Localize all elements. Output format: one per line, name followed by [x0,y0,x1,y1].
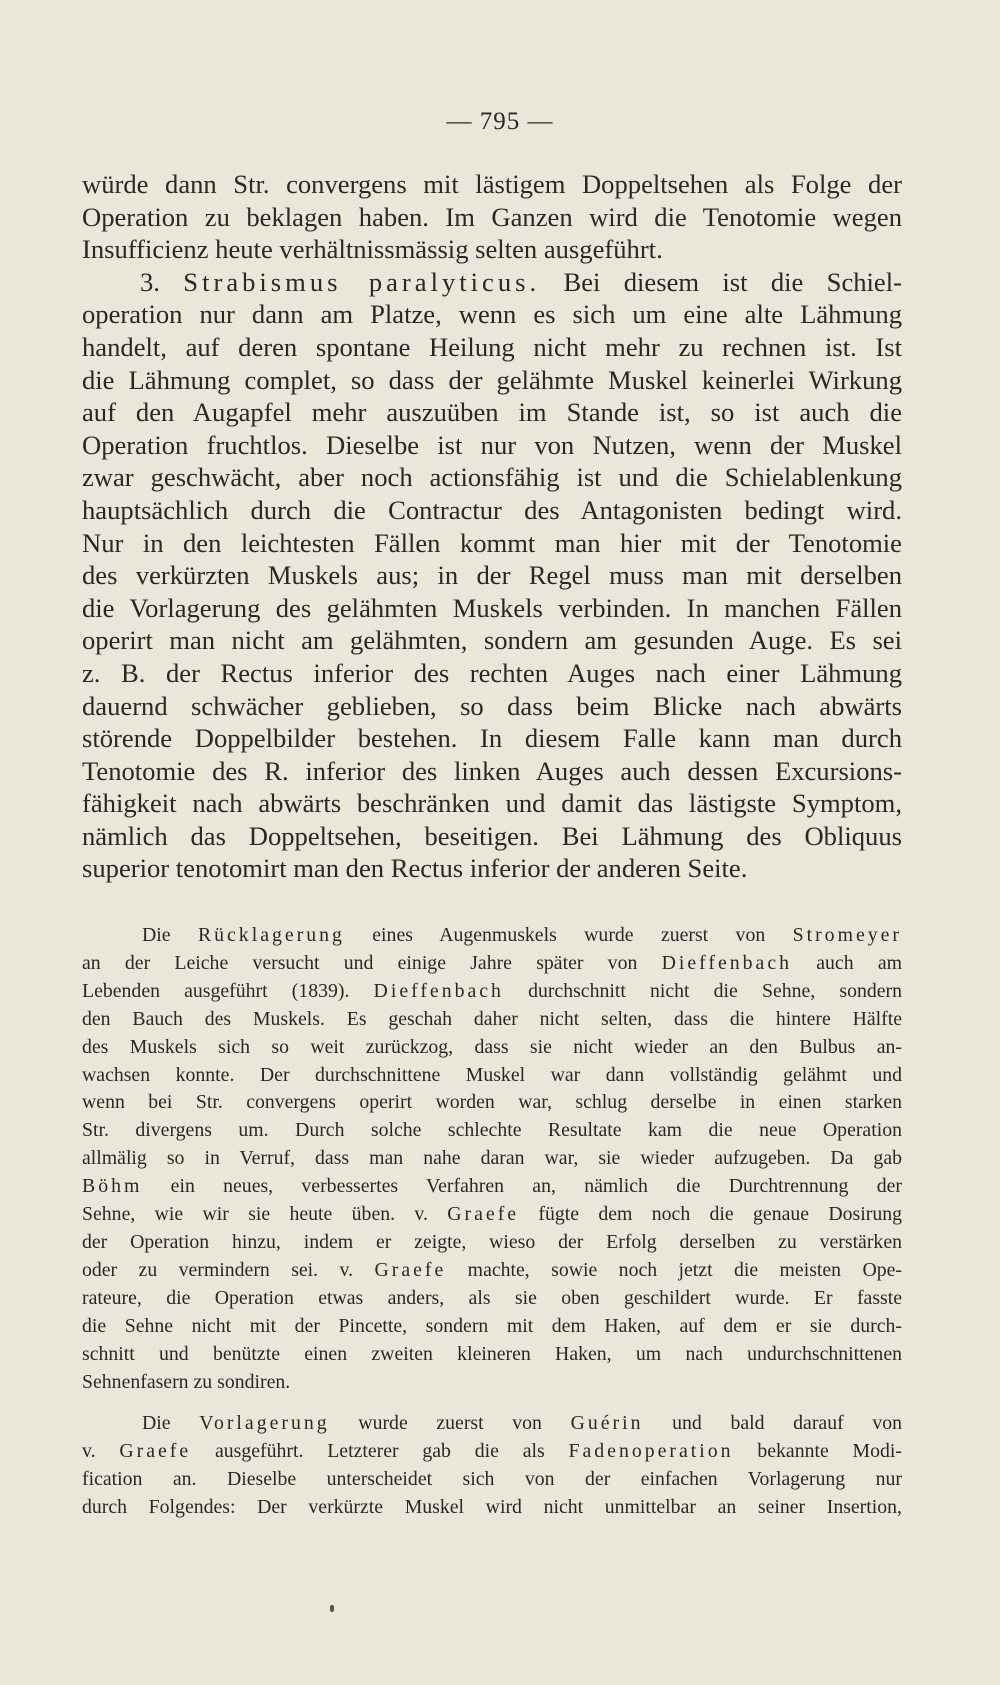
note-line: des Muskels sich so weit zurückzog, dass sie nicht wieder an den Bulbus an- [82,1035,902,1058]
spaced-term: Stromeyer [792,924,902,946]
text-line: superior tenotomirt man den Rectus inferior der anderen Seite. [82,853,748,884]
text-line: auf den Augapfel mehr auszuüben im Stande ist, so ist auch die [82,397,902,428]
page-number: — 795 — [446,108,554,135]
text-line: handelt, auf deren spontane Heilung nicht mehr zu rechnen ist. Ist [82,331,902,362]
spaced-term: Fadenoperation [568,1439,734,1462]
spaced-term: Böhm [82,1175,143,1198]
spaced-term: Guérin [570,1412,644,1434]
spaced-term: Vorlagerung [199,1412,330,1434]
text-line: operation nur dann am Platze, wenn es sich um eine alte Lähmung [82,299,902,330]
text-line: zwar geschwächt, aber noch actionsfähig ist und die Schielablenkung [82,462,902,493]
section-number: 3. [140,266,160,297]
text-line: würde dann Str. convergens mit lästigem Doppeltsehen als Folge der [82,169,902,199]
note-line: allmälig so in Verruf, dass man nahe daran war, sie wieder aufzugeben. Da gab [82,1147,902,1170]
spaced-term: Dieffenbach [373,979,504,1002]
note-line: Die Vorlagerung wurde zuerst von Guérin und bald darauf von [142,1412,902,1434]
spaced-term: Rücklagerung [197,924,345,946]
note-line: schnitt und benützte einen zweiten kleineren Haken, um nach undurchschnittenen [82,1342,902,1365]
note-line: Lebenden ausgeführt (1839). Dieffenbach durchschnitt nicht die Sehne, sondern [82,979,902,1002]
text-line: Operation fruchtlos. Dieselbe ist nur von Nutzen, wenn der Muskel [82,429,902,460]
note-line: die Sehne nicht mit der Pincette, sondern mit dem Haken, auf dem er sie durch- [82,1314,902,1337]
note-line: Sehne, wie wir sie heute üben. v. Graefe fügte dem noch die genaue Dosirung [82,1203,902,1226]
section-line-rest: Bei diesem ist die Schiel- [563,266,902,297]
text-line: die Lähmung complet, so dass der gelähmte Muskel keinerlei Wirkung [82,364,902,395]
note-line: an der Leiche versucht und einige Jahre später von Dieffenbach auch am [82,951,902,974]
text-line: hauptsächlich durch die Contractur des Antagonisten bedingt wird. [82,494,902,525]
spaced-term: Graefe [119,1439,192,1462]
main-text [82,168,902,885]
note-line: Str. divergens um. Durch solche schlechte Resultate kam die neue Operation [82,1119,902,1142]
section-heading-line [82,266,902,299]
note-line: wachsen konnte. Der durchschnittene Muskel war dann vollständig gelähmt und [82,1063,902,1086]
text-line: Nur in den leichtesten Fällen kommt man hier mit der Tenotomie [82,527,902,558]
footnote-vorlagerung [82,1410,902,1522]
text-line: nämlich das Doppeltsehen, beseitigen. Bei Lähmung des Obliquus [82,820,902,851]
text-line: dauernd schwächer geblieben, so dass beim Blicke nach abwärts [82,690,902,721]
note-line: der Operation hinzu, indem er zeigte, wieso der Erfolg derselben zu verstärken [82,1230,902,1253]
text-line: z. B. der Rectus inferior des rechten Auges nach einer Lähmung [82,657,902,688]
spaced-term: Dieffenbach [661,951,792,974]
note-line: v. Graefe ausgeführt. Letzterer gab die als Fadenoperation bekannte Modi- [82,1439,903,1462]
section-title: Strabismus paralyticus. [183,266,541,297]
text-line: operirt man nicht am gelähmten, sondern am gesunden Auge. Es sei [82,625,902,656]
text-line: Insufficienz heute verhältnissmässig selten ausgeführt. [82,234,663,265]
note-line: durch Folgendes: Der verkürzte Muskel wird nicht unmittelbar an seiner Insertion, [82,1495,902,1518]
text-line: störende Doppelbilder bestehen. In diesem Falle kann man durch [82,723,902,754]
text-line: Tenotomie des R. inferior des linken Auges auch dessen Excursions- [82,755,902,786]
text-line: die Vorlagerung des gelähmten Muskels verbinden. In manchen Fällen [82,592,902,623]
note-line: oder zu vermindern sei. v. Graefe machte, sowie noch jetzt die meisten Ope- [82,1258,903,1281]
note-line: den Bauch des Muskels. Es geschah daher nicht selten, dass die hintere Hälfte [82,1007,902,1030]
spaced-term: Graefe [447,1203,520,1226]
footnote-ruecklagerung [82,922,902,1396]
spaced-term: Graefe [374,1258,447,1281]
note-line: Die Rücklagerung eines Augenmuskels wurde zuerst von Stromeyer [142,924,902,946]
text-line: fähigkeit nach abwärts beschränken und damit das lästigste Symptom, [82,788,902,819]
paper-speck [330,1605,334,1612]
note-line: fication an. Dieselbe unterscheidet sich von der einfachen Vorlagerung nur [82,1467,902,1490]
text-line: des verkürzten Muskels aus; in der Regel muss man mit derselben [82,560,902,591]
note-line: Böhm ein neues, verbessertes Verfahren an, nämlich die Durchtrennung der [82,1175,902,1198]
note-line: Sehnenfasern zu sondiren. [82,1370,291,1393]
note-line: wenn bei Str. convergens operirt worden war, schlug derselbe in einen starken [82,1091,902,1114]
text-line: Operation zu beklagen haben. Im Ganzen wird die Tenotomie wegen [82,201,902,232]
note-line: rateure, die Operation etwas anders, als sie oben geschildert wurde. Er fasste [82,1286,902,1309]
